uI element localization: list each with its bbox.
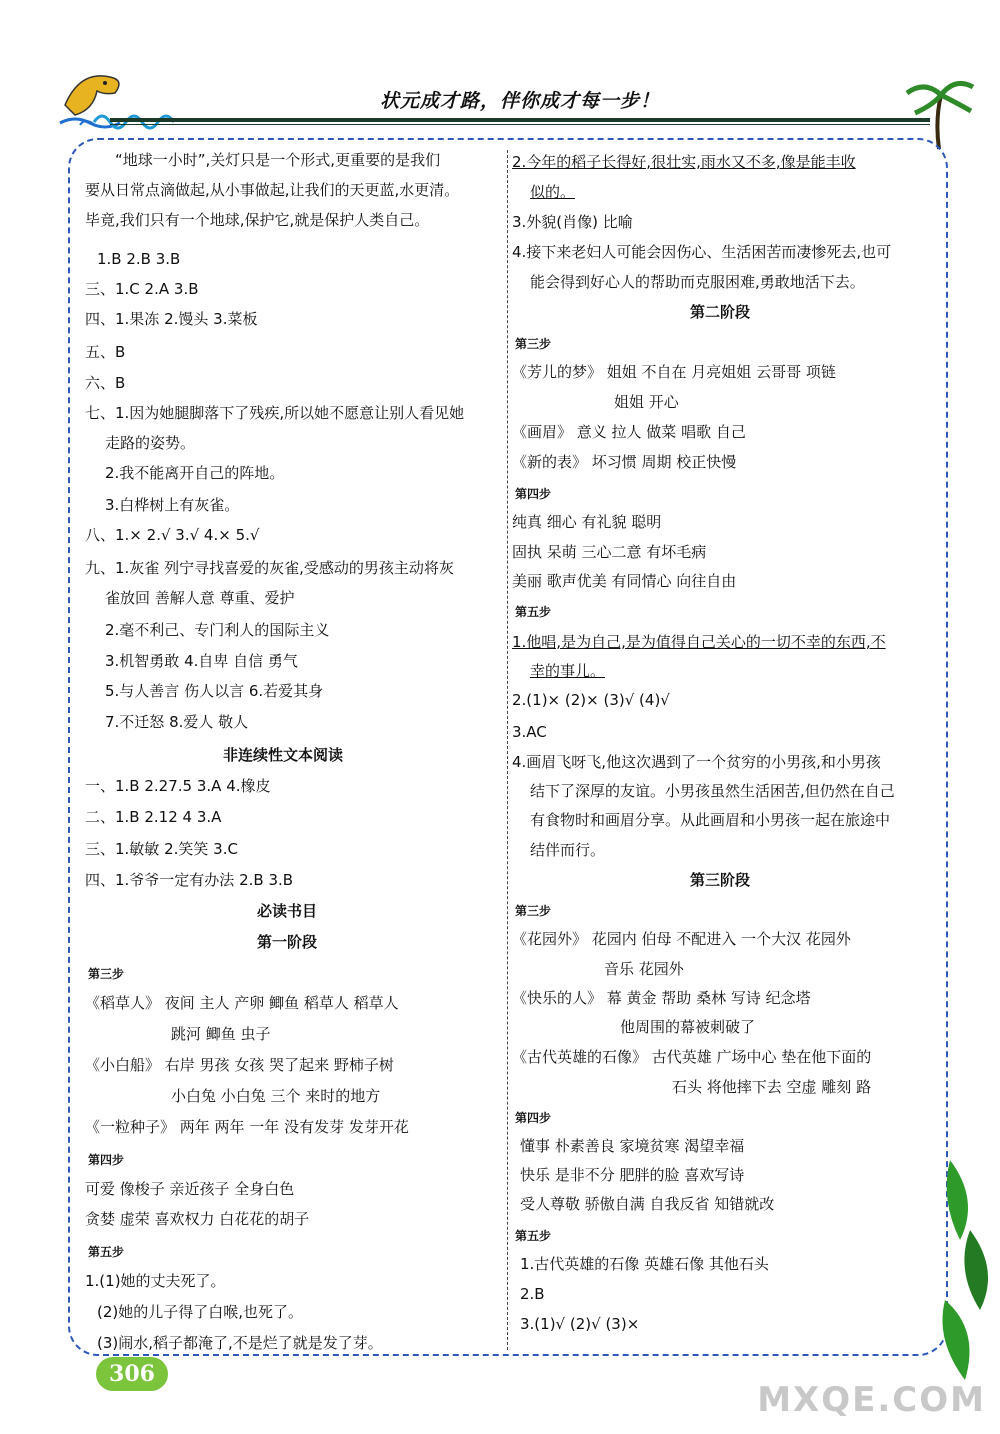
answer-line: 5.与人善言 伤人以言 6.若爱其身	[105, 682, 324, 700]
answer-line: 三、1.C 2.A 3.B	[85, 280, 199, 298]
answer-line: 九、1.灰雀 列宁寻找喜爱的灰雀,受感动的男孩主动将灰	[85, 559, 454, 577]
answer-line: 走路的姿势。	[105, 434, 196, 452]
answer-line: 石头 将他摔下去 空虚 雕刻 路	[672, 1078, 872, 1096]
step-heading: 第五步	[515, 1229, 552, 1243]
answer-line: “地球一小时”,关灯只是一个形式,更重要的是我们	[115, 151, 441, 169]
answer-line: 纯真 细心 有礼貌 聪明	[512, 513, 662, 531]
answer-line: 要从日常点滴做起,从小事做起,让我们的天更蓝,水更清。	[85, 181, 460, 199]
answer-line: 4.画眉飞呀飞,他这次遇到了一个贫穷的小男孩,和小男孩	[512, 753, 881, 771]
answer-line: 3.白桦树上有灰雀。	[105, 496, 240, 514]
answer-line: 1.(1)她的丈夫死了。	[85, 1272, 226, 1290]
answer-line: 五、B	[85, 343, 126, 361]
answer-line: 有食物时和画眉分享。从此画眉和小男孩一起在旅途中	[530, 811, 891, 829]
answer-line: 音乐 花园外	[604, 960, 684, 978]
answer-line: 能会得到好心人的帮助而克服困难,勇敢地活下去。	[530, 273, 865, 291]
section-heading: 第三阶段	[690, 871, 751, 889]
answer-line: 2.(1)× (2)× (3)√ (4)√	[512, 691, 670, 709]
answer-line: 三、1.敏敏 2.笑笑 3.C	[85, 840, 238, 858]
answer-line: 3.(1)√ (2)√ (3)×	[520, 1315, 640, 1333]
answer-line: 毕竟,我们只有一个地球,保护它,就是保护人类自己。	[85, 211, 430, 229]
answer-line: 跳河 鲫鱼 虫子	[171, 1025, 271, 1043]
step-heading: 第三步	[515, 337, 552, 351]
answer-line: 雀放回 善解人意 尊重、爱护	[105, 589, 295, 607]
step-heading: 第四步	[515, 487, 552, 501]
answer-line: 二、1.B 2.12 4 3.A	[85, 808, 222, 826]
section-heading: 第二阶段	[690, 303, 751, 321]
answer-line: 《新的表》 坏习惯 周期 校正快慢	[512, 453, 737, 471]
answer-line: 固执 呆萌 三心二意 有坏毛病	[512, 543, 707, 561]
answer-line: 六、B	[85, 374, 126, 392]
header-rule	[110, 118, 930, 122]
answer-line: 《快乐的人》 幕 黄金 帮助 桑林 写诗 纪念塔	[512, 989, 811, 1007]
leaves-decoration-icon	[930, 1160, 1000, 1390]
answer-line: 姐姐 开心	[614, 393, 679, 411]
header-rule-thin	[110, 124, 930, 125]
answer-line: 幸的事儿。	[530, 662, 606, 680]
section-heading: 非连续性文本阅读	[223, 746, 344, 764]
answer-line: 7.不迁怒 8.爱人 敬人	[105, 713, 249, 731]
answer-line: 结伴而行。	[530, 841, 606, 859]
answer-line: 可爱 像梭子 亲近孩子 全身白色	[85, 1180, 295, 1198]
answer-line: 2.B	[520, 1285, 545, 1303]
answer-line: 《稻草人》 夜间 主人 产卵 鲫鱼 稻草人 稻草人	[85, 994, 399, 1012]
answer-line: 3.AC	[512, 723, 547, 741]
answer-line: 四、1.果冻 2.馒头 3.菜板	[85, 310, 258, 328]
answer-line: 1.古代英雄的石像 英雄石像 其他石头	[520, 1255, 769, 1273]
answer-line: 美丽 歌声优美 有同情心 向往自由	[512, 572, 737, 590]
answer-line: 七、1.因为她腿脚落下了残疾,所以她不愿意让别人看见她	[85, 404, 465, 422]
column-divider	[507, 150, 508, 1350]
page-number: 306	[96, 1357, 168, 1391]
answer-line: 《花园外》 花园内 伯母 不配进入 一个大汉 花园外	[512, 930, 851, 948]
answer-line: 2.毫不利己、专门利人的国际主义	[105, 621, 330, 639]
answer-line: 《古代英雄的石像》 古代英雄 广场中心 垫在他下面的	[512, 1048, 872, 1066]
answer-line: 八、1.× 2.√ 3.√ 4.× 5.√	[85, 526, 260, 544]
answer-line: 2.今年的稻子长得好,很壮实,雨水又不多,像是能丰收	[512, 153, 856, 171]
step-heading: 第四步	[88, 1153, 125, 1167]
header-slogan: 状元成才路，伴你成才每一步！	[379, 90, 660, 112]
answer-line: 3.机智勇敢 4.自卑 自信 勇气	[105, 652, 298, 670]
answer-line: 贪婪 虚荣 喜欢权力 白花花的胡子	[85, 1210, 310, 1228]
answer-line: 《芳儿的梦》 姐姐 不自在 月亮姐姐 云哥哥 项链	[512, 363, 836, 381]
answer-line: 《一粒种子》 两年 两年 一年 没有发芽 发芽开花	[85, 1118, 409, 1136]
answer-line: 《小白船》 右岸 男孩 女孩 哭了起来 野柿子树	[85, 1056, 394, 1074]
answer-line: 《画眉》 意义 拉人 做菜 唱歌 自己	[512, 423, 746, 441]
answer-line: 快乐 是非不分 肥胖的脸 喜欢写诗	[520, 1166, 745, 1184]
answer-line: 似的。	[530, 183, 576, 201]
step-heading: 第五步	[515, 605, 552, 619]
answer-line: 结下了深厚的友谊。小男孩虽然生活困苦,但仍然在自己	[530, 782, 895, 800]
answer-line: (3)闹水,稻子都淹了,不是烂了就是发了芽。	[97, 1334, 383, 1352]
answer-line: 1.B 2.B 3.B	[97, 250, 181, 268]
watermark: MXQE.COM	[757, 1380, 986, 1420]
step-heading: 第五步	[88, 1245, 125, 1259]
answer-line: 一、1.B 2.27.5 3.A 4.橡皮	[85, 777, 271, 795]
section-heading: 必读书目	[257, 902, 318, 920]
answer-line: 1.他唱,是为自己,是为值得自己关心的一切不幸的东西,不	[512, 633, 886, 651]
answer-line: 4.接下来老妇人可能会因伤心、生活困苦而凄惨死去,也可	[512, 243, 892, 261]
answer-line: 四、1.爷爷一定有办法 2.B 3.B	[85, 871, 294, 889]
section-heading: 第一阶段	[257, 933, 318, 951]
answer-line: 他周围的幕被刺破了	[620, 1018, 756, 1036]
step-heading: 第三步	[88, 967, 125, 981]
answer-line: 懂事 朴素善良 家境贫寒 渴望幸福	[520, 1137, 745, 1155]
answer-line: 受人尊敬 骄傲自满 自我反省 知错就改	[520, 1195, 775, 1213]
answer-line: (2)她的儿子得了白喉,也死了。	[97, 1303, 304, 1321]
answer-line: 小白兔 小白兔 三个 来时的地方	[171, 1087, 381, 1105]
answer-line: 2.我不能离开自己的阵地。	[105, 464, 285, 482]
step-heading: 第四步	[515, 1111, 552, 1125]
step-heading: 第三步	[515, 904, 552, 918]
answer-line: 3.外貌(肖像) 比喻	[512, 213, 633, 231]
